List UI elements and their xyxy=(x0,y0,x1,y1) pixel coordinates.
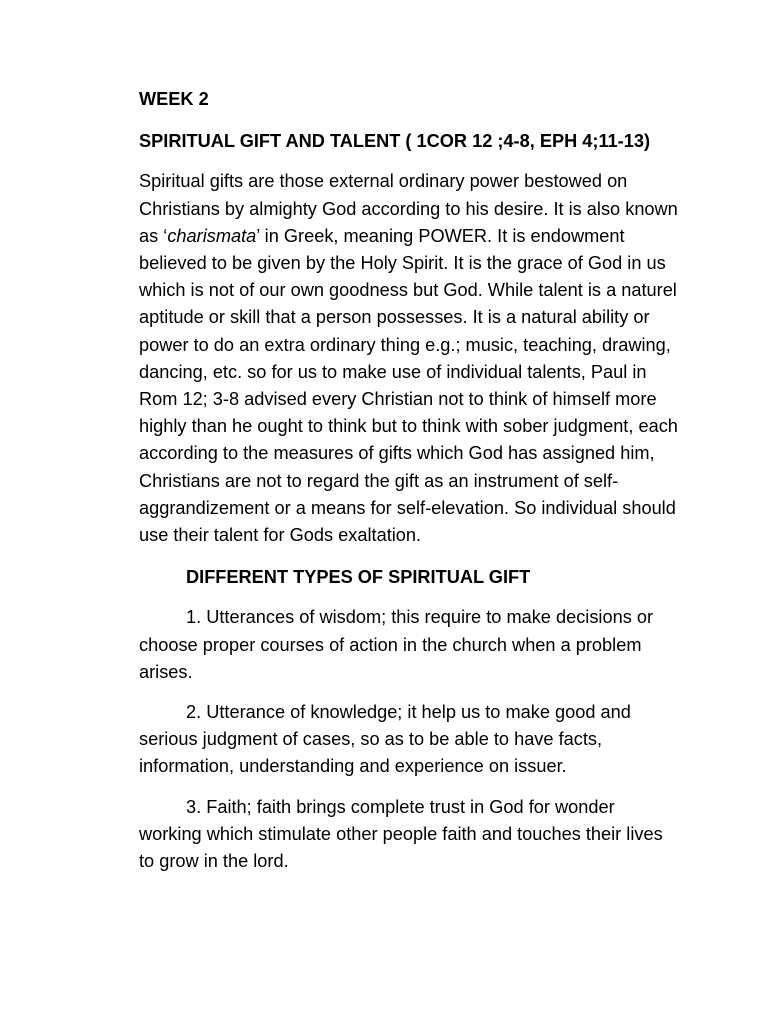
list-item: 1. Utterances of wisdom; this require to make decisions or choose proper courses of action in the church when a problem arises. xyxy=(139,607,654,682)
types-heading: DIFFERENT TYPES OF SPIRITUAL GIFT xyxy=(186,567,531,588)
intro-text-part2: ’ in Greek, meaning POWER. It is endowment believed to be given by the Holy Spirit. It is the grace of God in us which is not of our own goodness but God. While talent is a naturel aptitude or skill that a person possesses. It is a natural ability or power to do an extra ordinary thing e.g.; music, teaching, drawing, dancing, etc. so for us to make use of individual talents, Paul in Rom 12; 3-8 advised every Christian not to think of himself more highly than he ought to think but to think with sober judgment, each according to the measures of gifts which God has assigned him, Christians are not to regard the gift as an instrument of self-aggrandizement or a means for self-elevation. So individual should use their talent for Gods exaltation. xyxy=(139,225,678,546)
section-title: SPIRITUAL GIFT AND TALENT ( 1COR 12 ;4-8, EPH 4;11-13) xyxy=(139,131,651,152)
week-label: WEEK 2 xyxy=(139,89,209,109)
document-page xyxy=(139,86,679,875)
list-item: 3. Faith; faith brings complete trust in God for wonder working which stimulate other people faith and touches their lives to grow in the lord. xyxy=(139,796,663,872)
intro-text-part1: Spiritual gifts are those external ordinary power bestowed on Christians by almighty God according to his desire. It is also known as ‘ xyxy=(139,171,678,246)
list-item: 2. Utterance of knowledge; it help us to make good and serious judgment of cases, so as to be able to have facts, information, understanding and experience on issuer. xyxy=(139,702,631,777)
intro-paragraph xyxy=(139,168,679,549)
intro-italic-term: charismata xyxy=(167,225,257,246)
